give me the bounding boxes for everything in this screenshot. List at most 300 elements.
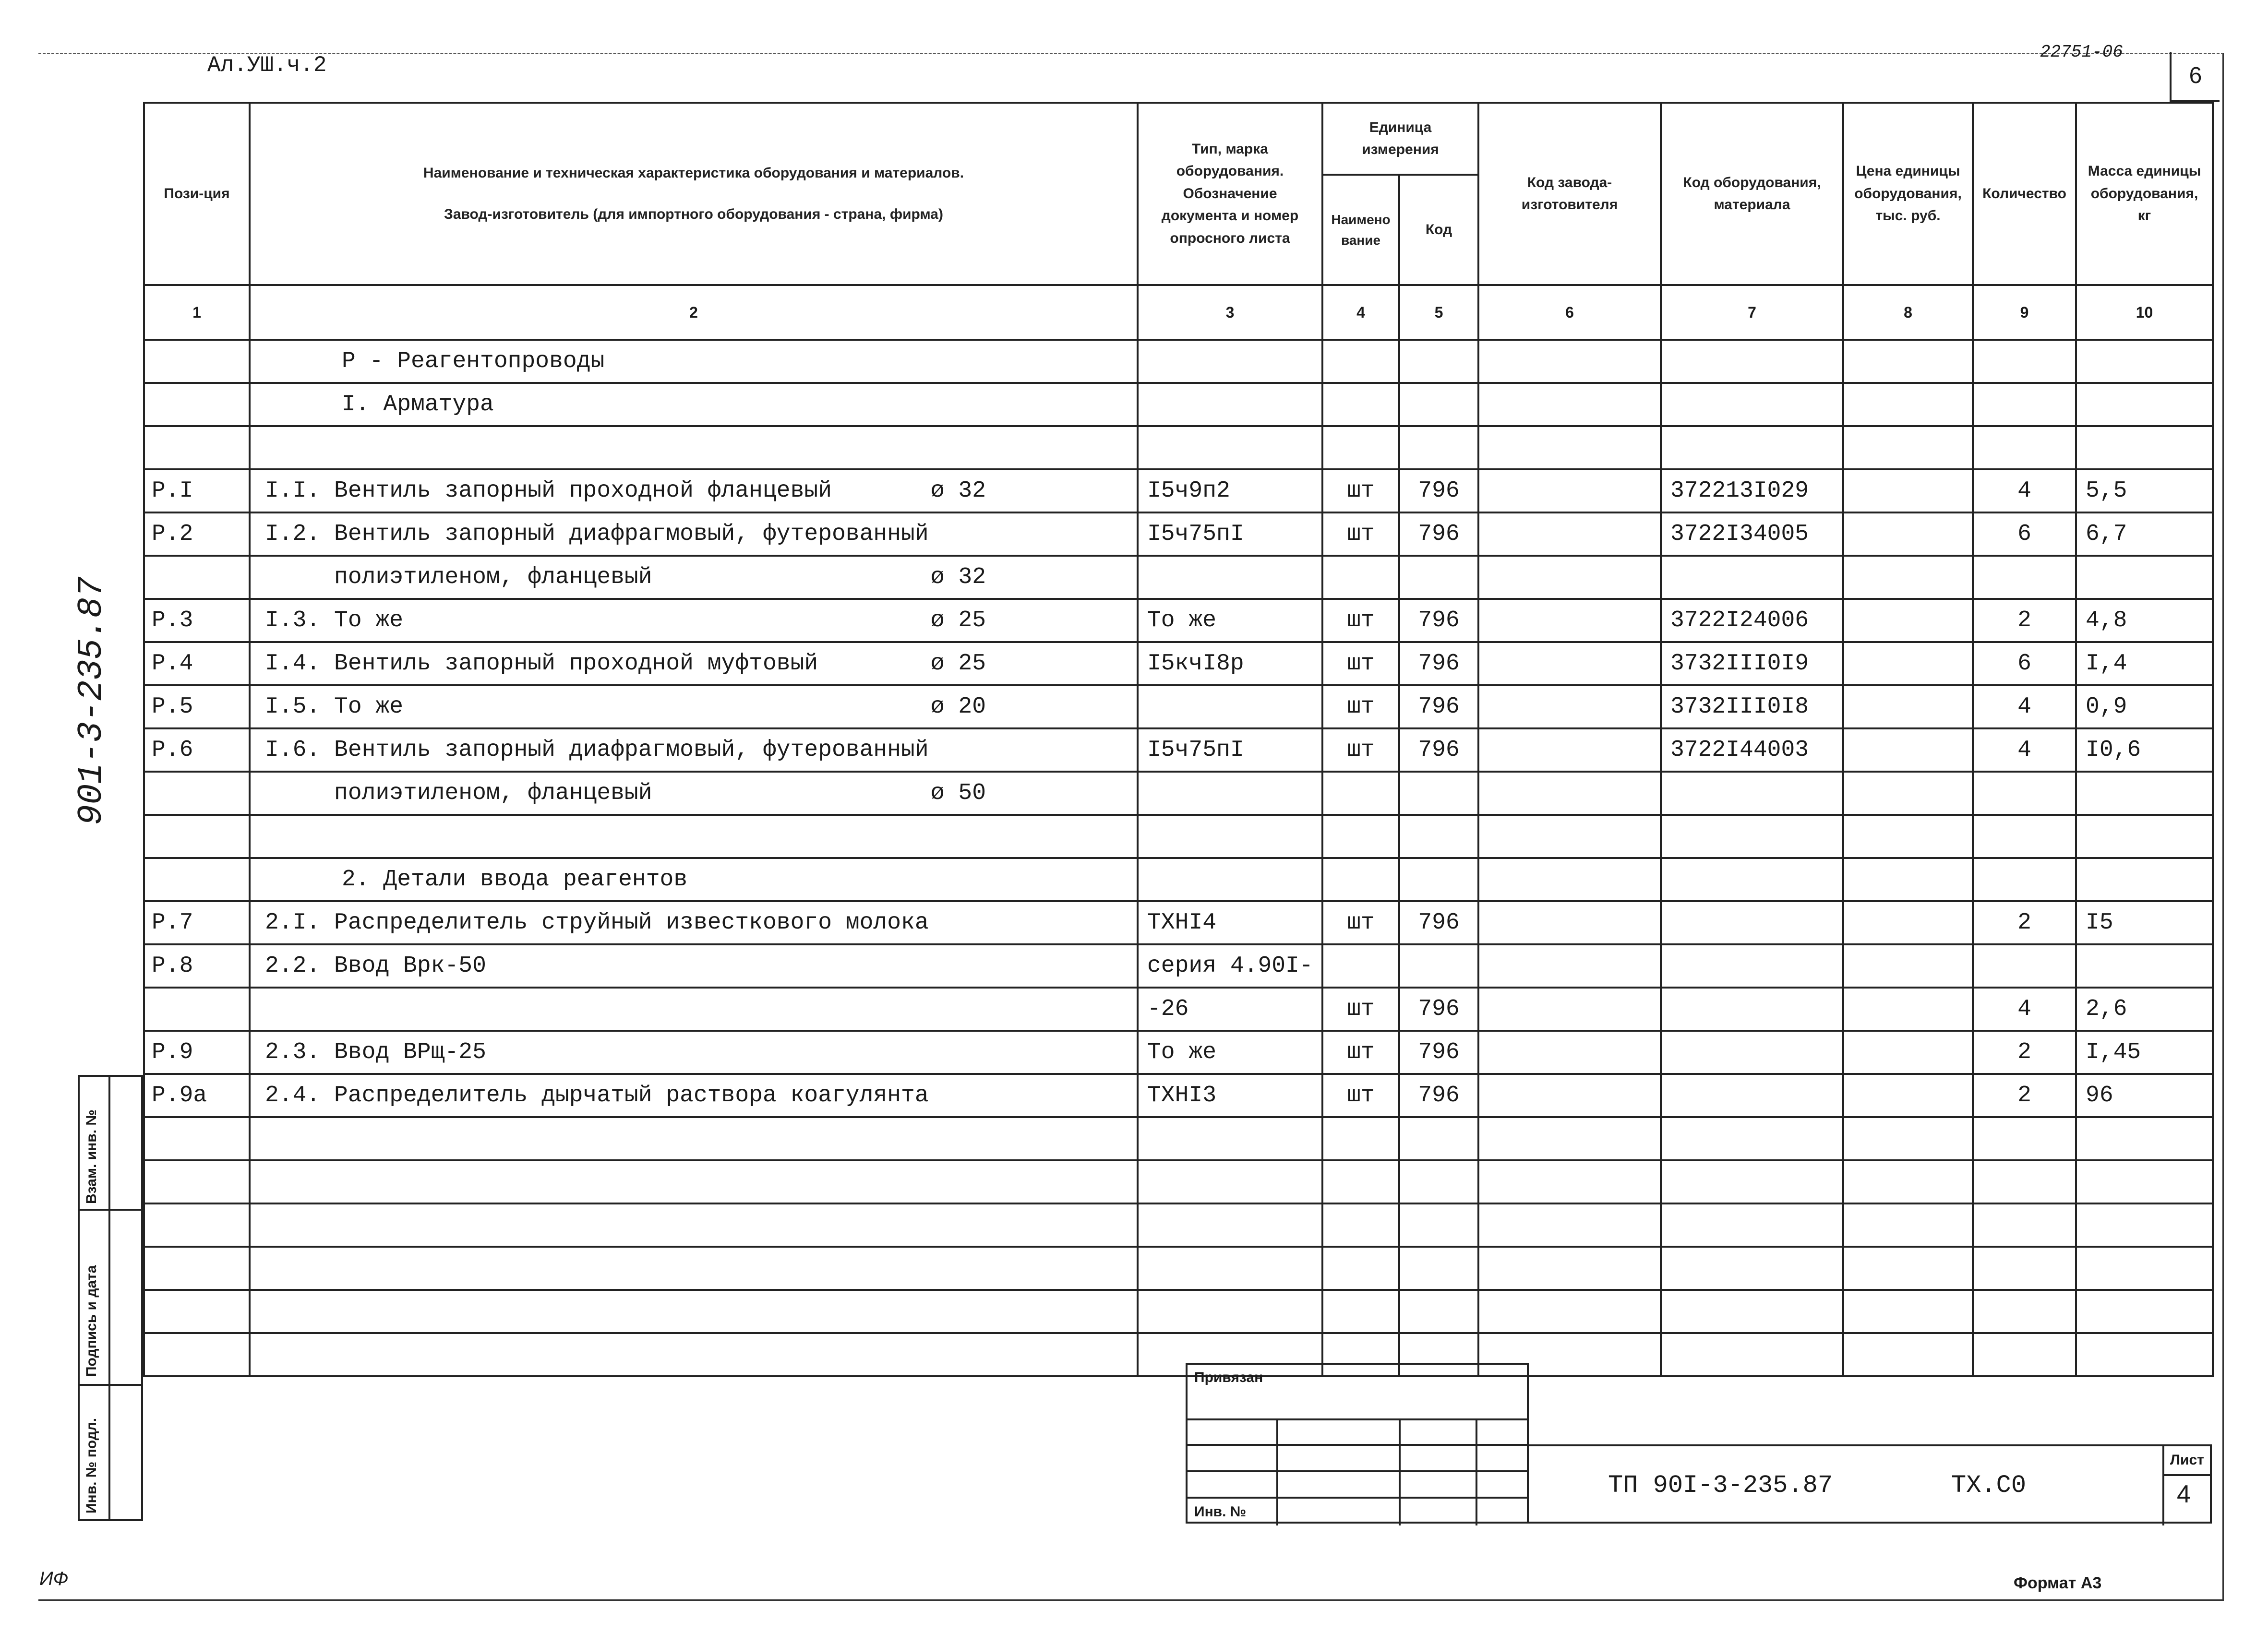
cell-position: Р.3 bbox=[144, 599, 250, 642]
cell-equipment-code: 3732III0I9 bbox=[1661, 642, 1843, 685]
cell-position bbox=[144, 383, 250, 426]
cell-position: Р.4 bbox=[144, 642, 250, 685]
cell-price bbox=[1843, 988, 1973, 1031]
cell-quantity bbox=[1973, 1160, 2076, 1203]
cell-price bbox=[1843, 340, 1973, 383]
side-stamp-divider bbox=[80, 1384, 141, 1386]
cell-type bbox=[1138, 1290, 1322, 1333]
cell-mass: I,45 bbox=[2076, 1031, 2213, 1074]
table-row bbox=[144, 1203, 2213, 1247]
cell-mass bbox=[2076, 944, 2213, 988]
cell-price bbox=[1843, 1031, 1973, 1074]
cell-quantity: 2 bbox=[1973, 1074, 2076, 1117]
cell-name bbox=[250, 469, 1138, 512]
cell-type bbox=[1138, 772, 1322, 815]
cell-unit-code bbox=[1399, 815, 1478, 858]
cell-unit-code bbox=[1399, 1203, 1478, 1247]
cell-position: Р.6 bbox=[144, 728, 250, 772]
cell-name bbox=[250, 815, 1138, 858]
cell-quantity: 4 bbox=[1973, 728, 2076, 772]
cell-unit-code bbox=[1399, 772, 1478, 815]
cell-mass bbox=[2076, 1290, 2213, 1333]
cell-mass: 96 bbox=[2076, 1074, 2213, 1117]
cell-mass bbox=[2076, 1333, 2213, 1376]
sheet-number: 4 bbox=[2177, 1480, 2191, 1508]
cell-name bbox=[250, 1074, 1138, 1117]
cell-quantity bbox=[1973, 340, 2076, 383]
cell-price bbox=[1843, 642, 1973, 685]
cell-quantity: 6 bbox=[1973, 642, 2076, 685]
cell-quantity bbox=[1973, 1117, 2076, 1160]
cell-quantity: 2 bbox=[1973, 599, 2076, 642]
cell-mass bbox=[2076, 772, 2213, 815]
cell-quantity: 4 bbox=[1973, 988, 2076, 1031]
cell-quantity bbox=[1973, 1203, 2076, 1247]
side-field-replaced-inv: Взам. инв. № bbox=[84, 1109, 99, 1204]
table-row bbox=[144, 512, 2213, 556]
doc-number: 22751-06 bbox=[2040, 42, 2123, 62]
cell-name bbox=[250, 1333, 1138, 1376]
item-diameter: ø 50 bbox=[930, 780, 986, 806]
table-row bbox=[144, 901, 2213, 944]
cell-name bbox=[250, 340, 1138, 383]
cell-position bbox=[144, 340, 250, 383]
cell-equipment-code bbox=[1661, 1290, 1843, 1333]
cell-factory-code bbox=[1478, 599, 1661, 642]
cell-unit bbox=[1322, 944, 1399, 988]
column-number: 1 bbox=[144, 285, 250, 340]
cell-mass bbox=[2076, 340, 2213, 383]
header-name-line1: Наименование и техническая характеристика оборудования и материалов. bbox=[423, 165, 964, 181]
cell-price bbox=[1843, 772, 1973, 815]
cell-equipment-code bbox=[1661, 1203, 1843, 1247]
album-label: Ал.УШ.ч.2 bbox=[207, 53, 327, 78]
cell-equipment-code bbox=[1661, 858, 1843, 901]
cell-factory-code bbox=[1478, 1203, 1661, 1247]
cell-factory-code bbox=[1478, 1160, 1661, 1203]
item-name: I. Арматура bbox=[342, 392, 494, 417]
table-row bbox=[144, 728, 2213, 772]
cell-name bbox=[250, 772, 1138, 815]
cell-unit bbox=[1322, 556, 1399, 599]
cell-equipment-code bbox=[1661, 556, 1843, 599]
cell-equipment-code bbox=[1661, 383, 1843, 426]
cell-unit: шт bbox=[1322, 901, 1399, 944]
table-row bbox=[144, 1117, 2213, 1160]
cell-name bbox=[250, 858, 1138, 901]
table-row bbox=[144, 469, 2213, 512]
table-row bbox=[144, 1247, 2213, 1290]
side-stamp-divider bbox=[80, 1209, 141, 1211]
cell-price bbox=[1843, 1160, 1973, 1203]
cell-price bbox=[1843, 1247, 1973, 1290]
item-diameter: ø 32 bbox=[930, 564, 986, 590]
table-row bbox=[144, 1074, 2213, 1117]
table-row bbox=[144, 1160, 2213, 1203]
cell-factory-code bbox=[1478, 944, 1661, 988]
cell-unit-code: 796 bbox=[1399, 1074, 1478, 1117]
cell-name bbox=[250, 1247, 1138, 1290]
document-code: ТХ.С0 bbox=[1951, 1471, 2027, 1500]
cell-mass: 2,6 bbox=[2076, 988, 2213, 1031]
page-number-box bbox=[2170, 52, 2220, 102]
cell-position bbox=[144, 1333, 250, 1376]
cell-factory-code bbox=[1478, 858, 1661, 901]
table-row bbox=[144, 815, 2213, 858]
initials: ИФ bbox=[39, 1568, 69, 1589]
column-number: 3 bbox=[1138, 285, 1322, 340]
attachment-stamp bbox=[1186, 1363, 1529, 1524]
cell-mass: 6,7 bbox=[2076, 512, 2213, 556]
cell-unit-code bbox=[1399, 1247, 1478, 1290]
cell-equipment-code bbox=[1661, 944, 1843, 988]
cell-unit: шт bbox=[1322, 988, 1399, 1031]
table-row bbox=[144, 599, 2213, 642]
cell-price bbox=[1843, 901, 1973, 944]
cell-mass bbox=[2076, 1117, 2213, 1160]
cell-price bbox=[1843, 1203, 1973, 1247]
cell-name bbox=[250, 642, 1138, 685]
cell-position bbox=[144, 556, 250, 599]
cell-equipment-code bbox=[1661, 901, 1843, 944]
cell-equipment-code: 3732III0I8 bbox=[1661, 685, 1843, 728]
cell-factory-code bbox=[1478, 1117, 1661, 1160]
cell-equipment-code bbox=[1661, 1074, 1843, 1117]
cell-unit bbox=[1322, 1117, 1399, 1160]
cell-unit bbox=[1322, 1247, 1399, 1290]
item-name: I.4. Вентиль запорный проходной муфтовый bbox=[265, 651, 818, 677]
item-name: полиэтиленом, фланцевый bbox=[265, 780, 652, 806]
cell-price bbox=[1843, 1074, 1973, 1117]
table-row bbox=[144, 556, 2213, 599]
item-name: полиэтиленом, фланцевый bbox=[265, 564, 652, 590]
cell-position: Р.2 bbox=[144, 512, 250, 556]
cell-name bbox=[250, 599, 1138, 642]
cell-unit: шт bbox=[1322, 1074, 1399, 1117]
cell-mass bbox=[2076, 426, 2213, 469]
cell-type bbox=[1138, 685, 1322, 728]
cell-mass: I,4 bbox=[2076, 642, 2213, 685]
cell-unit bbox=[1322, 858, 1399, 901]
cell-unit-code: 796 bbox=[1399, 728, 1478, 772]
table-row bbox=[144, 944, 2213, 988]
header-mass: Масса единицы оборудования, кг bbox=[2076, 103, 2213, 285]
cell-name bbox=[250, 426, 1138, 469]
cell-quantity: 2 bbox=[1973, 901, 2076, 944]
cell-unit-code: 796 bbox=[1399, 469, 1478, 512]
item-name: 2.3. Ввод ВРщ-25 bbox=[265, 1039, 486, 1065]
cell-mass bbox=[2076, 1247, 2213, 1290]
cell-factory-code bbox=[1478, 685, 1661, 728]
cell-unit bbox=[1322, 426, 1399, 469]
cell-price bbox=[1843, 815, 1973, 858]
column-number: 9 bbox=[1973, 285, 2076, 340]
cell-factory-code bbox=[1478, 383, 1661, 426]
cell-factory-code bbox=[1478, 512, 1661, 556]
cell-name bbox=[250, 1203, 1138, 1247]
cell-unit-code bbox=[1399, 944, 1478, 988]
cell-position: Р.9 bbox=[144, 1031, 250, 1074]
cell-quantity: 6 bbox=[1973, 512, 2076, 556]
cell-unit-code bbox=[1399, 1117, 1478, 1160]
cell-factory-code bbox=[1478, 901, 1661, 944]
cell-factory-code bbox=[1478, 815, 1661, 858]
cell-price bbox=[1843, 685, 1973, 728]
cell-unit-code bbox=[1399, 426, 1478, 469]
cell-unit-code: 796 bbox=[1399, 901, 1478, 944]
column-number-row bbox=[144, 285, 2213, 340]
cell-type bbox=[1138, 1160, 1322, 1203]
cell-price bbox=[1843, 599, 1973, 642]
cell-factory-code bbox=[1478, 642, 1661, 685]
cell-mass bbox=[2076, 815, 2213, 858]
cell-mass: I0,6 bbox=[2076, 728, 2213, 772]
header-unit-name: Наименование bbox=[1322, 175, 1399, 285]
cell-equipment-code bbox=[1661, 1031, 1843, 1074]
format-label: Формат А3 bbox=[2014, 1574, 2102, 1592]
item-name: I.6. Вентиль запорный диафрагмовый, футерованный bbox=[265, 737, 929, 763]
cell-quantity: 4 bbox=[1973, 685, 2076, 728]
cell-price bbox=[1843, 944, 1973, 988]
side-stamp-divider bbox=[108, 1077, 110, 1519]
cell-unit: шт bbox=[1322, 512, 1399, 556]
cell-position bbox=[144, 1117, 250, 1160]
cell-type: -26 bbox=[1138, 988, 1322, 1031]
sheet-label: Лист bbox=[2170, 1452, 2204, 1468]
table-row bbox=[144, 772, 2213, 815]
cell-price bbox=[1843, 512, 1973, 556]
table-row bbox=[144, 1333, 2213, 1376]
cell-type: I5ч75пI bbox=[1138, 512, 1322, 556]
item-diameter: ø 20 bbox=[930, 694, 986, 720]
cell-factory-code bbox=[1478, 1074, 1661, 1117]
specification-table bbox=[143, 102, 2214, 1377]
cell-mass bbox=[2076, 1160, 2213, 1203]
cell-unit: шт bbox=[1322, 642, 1399, 685]
cell-unit-code bbox=[1399, 340, 1478, 383]
cell-unit bbox=[1322, 815, 1399, 858]
cell-position bbox=[144, 858, 250, 901]
cell-factory-code bbox=[1478, 728, 1661, 772]
side-stamp bbox=[78, 1075, 143, 1521]
side-field-original-inv: Инв. № подл. bbox=[84, 1418, 99, 1513]
cell-position: Р.I bbox=[144, 469, 250, 512]
column-number: 8 bbox=[1843, 285, 1973, 340]
cell-name bbox=[250, 383, 1138, 426]
cell-price bbox=[1843, 426, 1973, 469]
side-field-signature-date: Подпись и дата bbox=[84, 1265, 99, 1377]
cell-type bbox=[1138, 858, 1322, 901]
cell-name bbox=[250, 1031, 1138, 1074]
cell-quantity bbox=[1973, 426, 2076, 469]
cell-unit-code: 796 bbox=[1399, 512, 1478, 556]
column-number: 6 bbox=[1478, 285, 1661, 340]
cell-mass bbox=[2076, 1203, 2213, 1247]
cell-equipment-code bbox=[1661, 988, 1843, 1031]
cell-unit-code bbox=[1399, 383, 1478, 426]
column-number: 7 bbox=[1661, 285, 1843, 340]
header-factory-code: Код завода-изготовителя bbox=[1478, 103, 1661, 285]
cell-quantity bbox=[1973, 1247, 2076, 1290]
cell-unit: шт bbox=[1322, 685, 1399, 728]
cell-name bbox=[250, 685, 1138, 728]
title-block bbox=[1529, 1444, 2212, 1524]
cell-unit-code bbox=[1399, 858, 1478, 901]
cell-position: Р.5 bbox=[144, 685, 250, 728]
cell-unit bbox=[1322, 1160, 1399, 1203]
item-diameter: ø 25 bbox=[930, 608, 986, 633]
cell-unit-code bbox=[1399, 1160, 1478, 1203]
column-number: 10 bbox=[2076, 285, 2213, 340]
cell-price bbox=[1843, 1290, 1973, 1333]
cell-equipment-code: 3722I44003 bbox=[1661, 728, 1843, 772]
cell-name bbox=[250, 1117, 1138, 1160]
item-name: I.I. Вентиль запорный проходной фланцевый bbox=[265, 478, 832, 504]
table-row bbox=[144, 858, 2213, 901]
cell-position bbox=[144, 426, 250, 469]
item-name: Р - Реагентопроводы bbox=[342, 348, 605, 374]
table-row bbox=[144, 340, 2213, 383]
cell-factory-code bbox=[1478, 772, 1661, 815]
cell-unit: шт bbox=[1322, 599, 1399, 642]
cell-equipment-code: 372213I029 bbox=[1661, 469, 1843, 512]
item-name: 2.I. Распределитель струйный известкового молока bbox=[265, 910, 929, 936]
table-row bbox=[144, 1031, 2213, 1074]
cell-unit: шт bbox=[1322, 1031, 1399, 1074]
cell-name bbox=[250, 944, 1138, 988]
cell-quantity bbox=[1973, 556, 2076, 599]
cell-name bbox=[250, 728, 1138, 772]
side-project-number: 901-3-235.87 bbox=[72, 576, 111, 825]
header-unit: Единица измерения bbox=[1322, 103, 1478, 175]
cell-type bbox=[1138, 426, 1322, 469]
cell-type: I5ч9п2 bbox=[1138, 469, 1322, 512]
cell-position bbox=[144, 988, 250, 1031]
cell-unit-code bbox=[1399, 1290, 1478, 1333]
header-position: Пози-ция bbox=[144, 103, 250, 285]
column-number: 2 bbox=[250, 285, 1138, 340]
header-price: Цена единицы оборудования, тыс. руб. bbox=[1843, 103, 1973, 285]
cell-equipment-code bbox=[1661, 1333, 1843, 1376]
header-name-line2: Завод-изготовитель (для импортного оборудования - страна, фирма) bbox=[444, 206, 943, 222]
cell-type: I5ч75пI bbox=[1138, 728, 1322, 772]
header-type: Тип, марка оборудования. Обозначение документа и номер опросного листа bbox=[1138, 103, 1322, 285]
cell-equipment-code bbox=[1661, 1117, 1843, 1160]
column-number: 4 bbox=[1322, 285, 1399, 340]
cell-position: Р.9а bbox=[144, 1074, 250, 1117]
cell-unit bbox=[1322, 383, 1399, 426]
cell-price bbox=[1843, 469, 1973, 512]
cell-factory-code bbox=[1478, 988, 1661, 1031]
header-unit-code: Код bbox=[1399, 175, 1478, 285]
cell-name bbox=[250, 1160, 1138, 1203]
cell-quantity bbox=[1973, 944, 2076, 988]
cell-type bbox=[1138, 1117, 1322, 1160]
cell-unit: шт bbox=[1322, 469, 1399, 512]
item-name: I.2. Вентиль запорный диафрагмовый, футерованный bbox=[265, 521, 929, 547]
sheet-box bbox=[2162, 1446, 2212, 1525]
cell-mass bbox=[2076, 383, 2213, 426]
cell-unit-code: 796 bbox=[1399, 988, 1478, 1031]
cell-type: ТХНI3 bbox=[1138, 1074, 1322, 1117]
item-name: 2.4. Распределитель дырчатый раствора коагулянта bbox=[265, 1083, 929, 1108]
designation: ТП 90I-3-235.87 bbox=[1608, 1471, 1833, 1500]
cell-mass bbox=[2076, 556, 2213, 599]
item-name: 2.2. Ввод Врк-50 bbox=[265, 953, 486, 979]
item-name: 2. Детали ввода реагентов bbox=[342, 867, 688, 893]
cell-mass: 4,8 bbox=[2076, 599, 2213, 642]
cell-unit bbox=[1322, 772, 1399, 815]
cell-factory-code bbox=[1478, 556, 1661, 599]
cell-price bbox=[1843, 383, 1973, 426]
header-quantity: Количество bbox=[1973, 103, 2076, 285]
cell-type: серия 4.90I- bbox=[1138, 944, 1322, 988]
table-row bbox=[144, 426, 2213, 469]
cell-name bbox=[250, 988, 1138, 1031]
cell-equipment-code bbox=[1661, 340, 1843, 383]
cell-type bbox=[1138, 815, 1322, 858]
cell-factory-code bbox=[1478, 340, 1661, 383]
cell-name bbox=[250, 901, 1138, 944]
cell-unit bbox=[1322, 340, 1399, 383]
cell-type: I5кчI8р bbox=[1138, 642, 1322, 685]
cell-type bbox=[1138, 1203, 1322, 1247]
cell-mass: I5 bbox=[2076, 901, 2213, 944]
table-row bbox=[144, 685, 2213, 728]
cell-unit-code: 796 bbox=[1399, 685, 1478, 728]
cell-position bbox=[144, 772, 250, 815]
header-equipment-code: Код оборудования, материала bbox=[1661, 103, 1843, 285]
cell-mass: 5,5 bbox=[2076, 469, 2213, 512]
column-number: 5 bbox=[1399, 285, 1478, 340]
cell-position: Р.7 bbox=[144, 901, 250, 944]
cell-position bbox=[144, 1290, 250, 1333]
cell-equipment-code bbox=[1661, 815, 1843, 858]
table-row bbox=[144, 1290, 2213, 1333]
cell-mass bbox=[2076, 858, 2213, 901]
inventory-number-label: Инв. № bbox=[1194, 1504, 1247, 1520]
cell-position bbox=[144, 815, 250, 858]
attached-label: Привязан bbox=[1194, 1370, 1263, 1385]
page-number: 6 bbox=[2189, 63, 2202, 88]
item-name: I.3. То же bbox=[265, 608, 404, 633]
cell-position bbox=[144, 1160, 250, 1203]
table-row bbox=[144, 988, 2213, 1031]
cell-equipment-code bbox=[1661, 772, 1843, 815]
cell-unit: шт bbox=[1322, 728, 1399, 772]
cell-factory-code bbox=[1478, 469, 1661, 512]
cell-mass: 0,9 bbox=[2076, 685, 2213, 728]
cell-quantity: 4 bbox=[1973, 469, 2076, 512]
cell-equipment-code bbox=[1661, 1247, 1843, 1290]
cell-price bbox=[1843, 556, 1973, 599]
cell-position bbox=[144, 1203, 250, 1247]
table-row bbox=[144, 642, 2213, 685]
cell-unit-code: 796 bbox=[1399, 599, 1478, 642]
cell-equipment-code: 3722I34005 bbox=[1661, 512, 1843, 556]
cell-type: ТХНI4 bbox=[1138, 901, 1322, 944]
cell-type bbox=[1138, 1247, 1322, 1290]
cell-name bbox=[250, 1290, 1138, 1333]
cell-factory-code bbox=[1478, 426, 1661, 469]
item-diameter: ø 32 bbox=[930, 478, 986, 504]
cell-factory-code bbox=[1478, 1031, 1661, 1074]
item-name: I.5. То же bbox=[265, 694, 404, 720]
cell-name bbox=[250, 512, 1138, 556]
cell-price bbox=[1843, 728, 1973, 772]
cell-equipment-code bbox=[1661, 1160, 1843, 1203]
cell-type bbox=[1138, 556, 1322, 599]
